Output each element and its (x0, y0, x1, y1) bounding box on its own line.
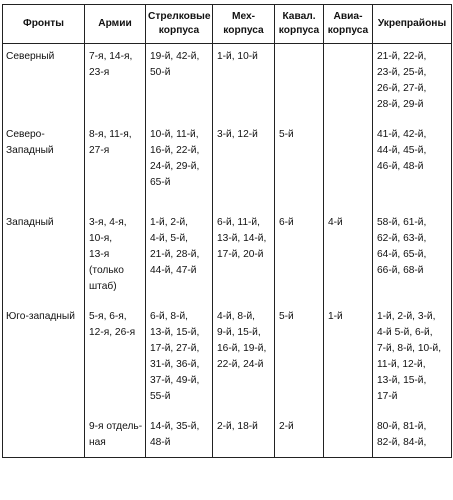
table-row (3, 305, 452, 417)
cell-armies: 3-я, 4-я, 10-я, 13-я (только штаб) (85, 213, 146, 305)
cell-mech-corps: 6-й, 11-й, 13-й, 14-й, 17-й, 20-й (213, 213, 275, 305)
cell-front: Юго-западный (3, 305, 85, 417)
header-row (3, 5, 452, 44)
cell-fortified-areas: 58-й, 61-й, 62-й, 63-й, 64-й, 65-й, 66-й, 68-й (373, 213, 452, 305)
cell-rifle-corps: 6-й, 8-й, 13-й, 15-й, 17-й, 27-й, 31-й, 36-й, 37-й, 49-й, 55-й (146, 305, 213, 417)
cell-cavalry-corps: 5-й (275, 305, 324, 417)
cell-air-corps (324, 125, 373, 213)
header-fortified-areas: Укрепрайоны (373, 5, 452, 44)
cell-mech-corps: 1-й, 10-й (213, 44, 275, 126)
header-cavalry-corps: Кавал. корпуса (275, 5, 324, 44)
cell-front (3, 417, 85, 458)
table-row (3, 417, 452, 458)
cell-mech-corps: 4-й, 8-й, 9-й, 15-й, 16-й, 19-й, 22-й, 24-й (213, 305, 275, 417)
cell-air-corps: 1-й (324, 305, 373, 417)
cell-armies: 9-я отдель- ная (85, 417, 146, 458)
header-fronts: Фронты (3, 5, 85, 44)
cell-armies: 5-я, 6-я, 12-я, 26-я (85, 305, 146, 417)
cell-front: Северо- Западный (3, 125, 85, 213)
fronts-table (2, 4, 452, 458)
header-rifle-corps: Стрелковые корпуса (146, 5, 213, 44)
header-mech-corps: Мех- корпуса (213, 5, 275, 44)
cell-front: Западный (3, 213, 85, 305)
cell-armies: 7-я, 14-я, 23-я (85, 44, 146, 126)
cell-cavalry-corps: 5-й (275, 125, 324, 213)
header-air-corps: Авиа- корпуса (324, 5, 373, 44)
cell-fortified-areas: 41-й, 42-й, 44-й, 45-й, 46-й, 48-й (373, 125, 452, 213)
cell-air-corps: 4-й (324, 213, 373, 305)
cell-rifle-corps: 1-й, 2-й, 4-й, 5-й, 21-й, 28-й, 44-й, 47-й (146, 213, 213, 305)
cell-cavalry-corps: 6-й (275, 213, 324, 305)
header-armies: Армии (85, 5, 146, 44)
cell-rifle-corps: 19-й, 42-й, 50-й (146, 44, 213, 126)
cell-front: Северный (3, 44, 85, 126)
cell-air-corps (324, 44, 373, 126)
cell-mech-corps: 3-й, 12-й (213, 125, 275, 213)
table-row (3, 125, 452, 213)
cell-mech-corps: 2-й, 18-й (213, 417, 275, 458)
cell-fortified-areas: 1-й, 2-й, 3-й, 4-й 5-й, 6-й, 7-й, 8-й, 10-й, 11-й, 12-й, 13-й, 15-й, 17-й (373, 305, 452, 417)
cell-cavalry-corps (275, 44, 324, 126)
cell-fortified-areas: 21-й, 22-й, 23-й, 25-й, 26-й, 27-й, 28-й, 29-й (373, 44, 452, 126)
cell-fortified-areas: 80-й, 81-й, 82-й, 84-й, (373, 417, 452, 458)
cell-armies: 8-я, 11-я, 27-я (85, 125, 146, 213)
table-row (3, 213, 452, 305)
cell-air-corps (324, 417, 373, 458)
cell-rifle-corps: 10-й, 11-й, 16-й, 22-й, 24-й, 29-й, 65-й (146, 125, 213, 213)
cell-rifle-corps: 14-й, 35-й, 48-й (146, 417, 213, 458)
cell-cavalry-corps: 2-й (275, 417, 324, 458)
table-row (3, 44, 452, 126)
